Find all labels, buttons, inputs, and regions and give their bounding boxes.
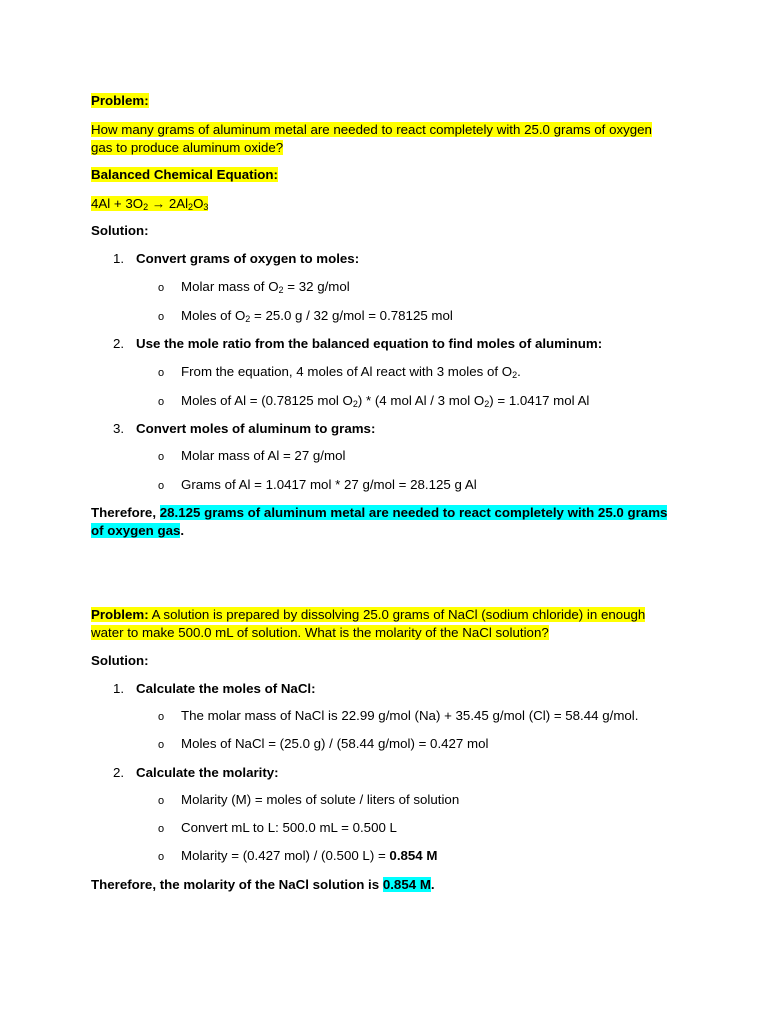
balanced-equation-line	[91, 195, 691, 213]
bullet-icon: o	[158, 739, 165, 751]
bullet-text: Moles of $O_2 = 25.0$ g / 32 g/mol = 0.78125 mol	[181, 308, 453, 324]
problem2-question-line2: water to make 500.0 mL of solution. What is the molarity of the NaCl solution?	[91, 625, 549, 640]
bullet-text: Moles of Al = (0.78125 mol $O_2) * (4$ mol Al / 3 mol $O_2) = 1.0417$ mol Al	[181, 393, 590, 409]
equation-label: Balanced Chemical Equation:	[91, 167, 278, 182]
step-title: Calculate the moles of NaCl:	[136, 681, 316, 696]
step-number: 2.	[113, 336, 125, 351]
bullet-icon: o	[158, 480, 165, 492]
step-title: Convert grams of oxygen to moles:	[136, 251, 360, 266]
bullet-icon: o	[158, 711, 165, 723]
problem1-question-line1: How many grams of aluminum metal are needed to react completely with 25.0 grams of oxygen	[91, 122, 652, 137]
problem2-label: Problem:	[91, 607, 149, 622]
bullet-icon: o	[158, 282, 165, 294]
bullet-icon: o	[158, 367, 165, 379]
bullet-text: Moles of NaCl = (25.0 g) / (58.44 g/mol) = 0.427 mol	[181, 736, 489, 751]
problem2-conclusion: Therefore, the molarity of the NaCl solution is 0.854 M.	[91, 877, 435, 892]
problem2-question-line1: Problem: A solution is prepared by dissolving 25.0 grams of NaCl (sodium chloride) in enough	[91, 607, 646, 622]
problem1-label-line	[91, 92, 691, 110]
problem1-label: Problem:	[91, 93, 149, 108]
step-title: Convert moles of aluminum to grams:	[136, 421, 376, 436]
bullet-text: Molarity (M) = moles of solute / liters of solution	[181, 792, 460, 807]
conclusion-highlight: 0.854 M	[382, 877, 431, 892]
step-title: Calculate the molarity:	[136, 765, 279, 780]
step-number: 3.	[113, 421, 125, 436]
problem1-conclusion-line1: Therefore, 28.125 grams of aluminum metal are needed to react completely with 25.0 grams	[91, 505, 668, 520]
conclusion-highlight: 28.125 grams of aluminum metal are needed to react completely with 25.0 grams	[159, 505, 668, 520]
problem2-solution-label: Solution:	[91, 653, 149, 668]
bullet-text: Molar mass of Al = 27 g/mol	[181, 448, 346, 463]
step-title: Use the mole ratio from the balanced equation to find moles of aluminum:	[136, 336, 603, 351]
bullet-icon: o	[158, 851, 165, 863]
bullet-text: Molarity = (0.427 mol) / (0.500 L) = 0.854 M	[181, 848, 438, 863]
step-number: 2.	[113, 765, 125, 780]
bullet-text: From the equation, 4 moles of Al react with 3 moles of $O_2$.	[181, 364, 521, 380]
bullet-text: The molar mass of NaCl is 22.99 g/mol (Na) + 35.45 g/mol (Cl) = 58.44 g/mol.	[181, 708, 639, 723]
problem1-question-line2: gas to produce aluminum oxide?	[91, 140, 284, 155]
bullet-text: Grams of Al = 1.0417 mol * 27 g/mol = 28.125 g Al	[181, 477, 477, 492]
bullet-icon: o	[158, 795, 165, 807]
equation-label-line	[91, 166, 691, 184]
bullet-icon: o	[158, 451, 165, 463]
bullet-icon: o	[158, 311, 165, 323]
problem1-conclusion-line2: of oxygen gas.	[91, 523, 185, 538]
bullet-text: Molar mass of $O_2 = 32$ g/mol	[181, 279, 350, 295]
bullet-icon: o	[158, 823, 165, 835]
balanced-equation: $4Al + 3O_2 \to 2Al_2O_3$	[91, 196, 209, 212]
step-number: 1.	[113, 251, 125, 266]
step-number: 1.	[113, 681, 125, 696]
bullet-text: Convert mL to L: 500.0 mL = 0.500 L	[181, 820, 397, 835]
problem1-solution-label: Solution:	[91, 223, 149, 238]
bullet-icon: o	[158, 396, 165, 408]
